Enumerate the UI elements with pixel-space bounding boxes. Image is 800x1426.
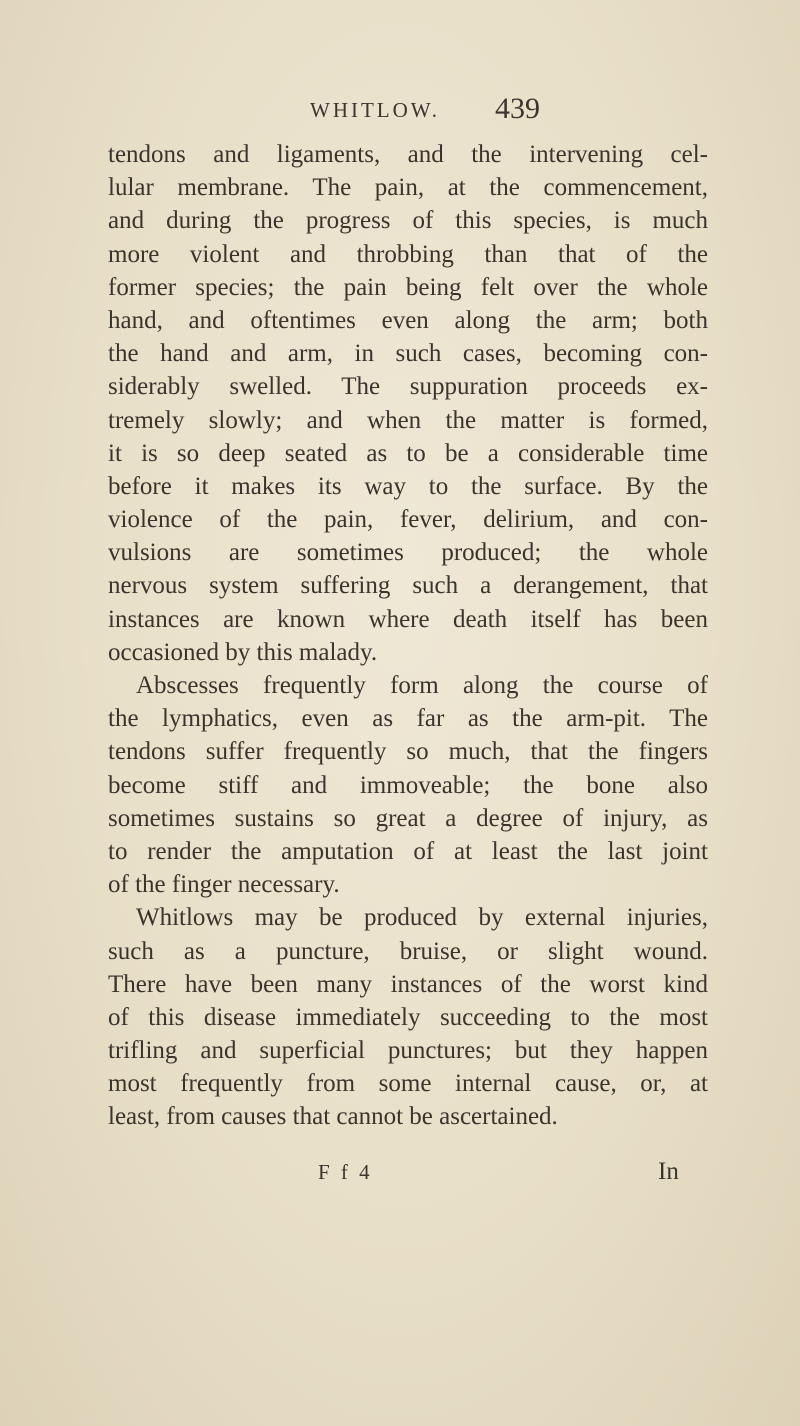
text-line: Abscesses frequently form along the course of xyxy=(136,672,708,699)
page-header xyxy=(0,92,800,132)
text-line: and during the progress of this species, is much xyxy=(108,207,708,235)
text-line: such as a puncture, bruise, or slight wound. xyxy=(108,937,708,965)
page-footer xyxy=(0,1160,800,1200)
text-line: it is so deep seated as to be a considerable time xyxy=(108,439,708,467)
text-line: of this disease immediately succeeding to the most xyxy=(108,1003,708,1031)
running-head: WHITLOW. xyxy=(310,98,440,122)
catchword: In xyxy=(658,1158,679,1185)
text-line: instances are known where death itself has been xyxy=(108,605,708,633)
text-line: the hand and arm, in such cases, becoming con- xyxy=(108,340,708,368)
text-line: vulsions are sometimes produced; the whole xyxy=(108,539,708,567)
text-line: siderably swelled. The suppuration proceeds ex- xyxy=(108,373,708,401)
body-text xyxy=(108,138,708,1134)
signature-mark: F f 4 xyxy=(318,1160,373,1184)
text-line: become stiff and immoveable; the bone also xyxy=(108,771,708,799)
text-line: tremely slowly; and when the matter is formed, xyxy=(108,406,708,434)
text-line: lular membrane. The pain, at the commencement, xyxy=(108,174,708,202)
text-line: sometimes sustains so great a degree of injury, as xyxy=(108,804,708,832)
text-line: to render the amputation of at least the last joint xyxy=(108,837,708,865)
text-line: before it makes its way to the surface. By the xyxy=(108,472,708,500)
text-line: nervous system suffering such a derangement, that xyxy=(108,572,708,600)
text-line: hand, and oftentimes even along the arm; both xyxy=(108,306,708,334)
text-line: Whitlows may be produced by external injuries, xyxy=(136,904,708,932)
text-line: There have been many instances of the worst kind xyxy=(108,970,708,998)
text-line: most frequently from some internal cause, or, at xyxy=(108,1070,708,1098)
text-line: occasioned by this malady. xyxy=(108,638,378,666)
text-line: tendons suffer frequently so much, that the fingers xyxy=(108,738,708,766)
text-line: trifling and superficial punctures; but they happen xyxy=(108,1037,708,1065)
text-line: the lymphatics, even as far as the arm-pit. The xyxy=(108,705,708,733)
text-line: tendons and ligaments, and the intervening cel- xyxy=(108,141,708,168)
page-number: 439 xyxy=(495,92,540,125)
text-line: former species; the pain being felt over the whole xyxy=(108,273,708,301)
text-line: least, from causes that cannot be ascertained. xyxy=(108,1103,558,1131)
text-line: more violent and throbbing than that of the xyxy=(108,240,708,268)
text-line: of the finger necessary. xyxy=(108,871,340,899)
text-line: violence of the pain, fever, delirium, and con- xyxy=(108,506,708,534)
